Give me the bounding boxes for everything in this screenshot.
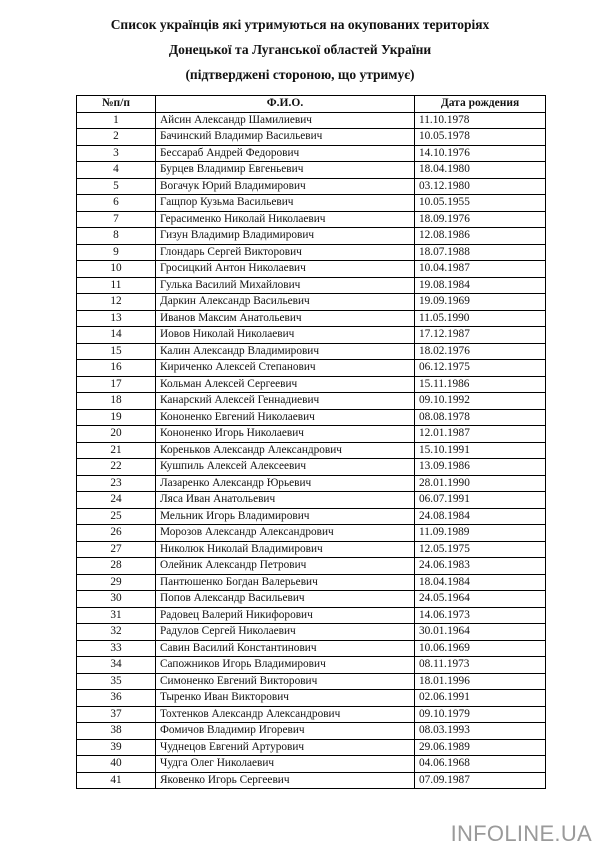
row-number: 17 xyxy=(77,376,156,393)
row-number: 32 xyxy=(77,624,156,641)
header-name: Ф.И.О. xyxy=(156,96,415,113)
row-number: 24 xyxy=(77,492,156,509)
row-birthdate: 10.05.1978 xyxy=(415,129,546,146)
row-number: 40 xyxy=(77,756,156,773)
table-row xyxy=(77,772,546,789)
row-birthdate: 18.04.1980 xyxy=(415,162,546,179)
row-birthdate: 14.06.1973 xyxy=(415,607,546,624)
row-number: 31 xyxy=(77,607,156,624)
row-birthdate: 02.06.1991 xyxy=(415,690,546,707)
table-row xyxy=(77,327,546,344)
row-name: Чуднецов Евгений Артурович xyxy=(156,739,415,756)
row-birthdate: 15.11.1986 xyxy=(415,376,546,393)
row-name: Тыренко Иван Викторович xyxy=(156,690,415,707)
row-name: Радулов Сергей Николаевич xyxy=(156,624,415,641)
table-row xyxy=(77,211,546,228)
detainees-table xyxy=(76,95,546,789)
row-number: 8 xyxy=(77,228,156,245)
table-row xyxy=(77,442,546,459)
row-birthdate: 18.04.1984 xyxy=(415,574,546,591)
row-name: Калин Александр Владимирович xyxy=(156,343,415,360)
table-row xyxy=(77,393,546,410)
row-name: Иванов Максим Анатольевич xyxy=(156,310,415,327)
document-title xyxy=(0,12,600,87)
row-birthdate: 19.09.1969 xyxy=(415,294,546,311)
row-number: 5 xyxy=(77,178,156,195)
row-name: Бессараб Андрей Федорович xyxy=(156,145,415,162)
row-name: Мельник Игорь Владимирович xyxy=(156,508,415,525)
row-number: 12 xyxy=(77,294,156,311)
table-row xyxy=(77,756,546,773)
row-number: 2 xyxy=(77,129,156,146)
row-name: Кириченко Алексей Степанович xyxy=(156,360,415,377)
row-name: Симоненко Евгений Викторович xyxy=(156,673,415,690)
row-number: 19 xyxy=(77,409,156,426)
row-number: 25 xyxy=(77,508,156,525)
table-row xyxy=(77,541,546,558)
row-number: 36 xyxy=(77,690,156,707)
row-number: 16 xyxy=(77,360,156,377)
row-number: 14 xyxy=(77,327,156,344)
row-name: Лазаренко Александр Юрьевич xyxy=(156,475,415,492)
row-name: Фомичов Владимир Игоревич xyxy=(156,723,415,740)
row-number: 15 xyxy=(77,343,156,360)
title-line-1: Список українців які утримуються на окупованих територіях xyxy=(110,17,490,32)
watermark-logo: INFOLINE.UA xyxy=(450,821,592,846)
row-birthdate: 28.01.1990 xyxy=(415,475,546,492)
row-name: Николюк Николай Владимирович xyxy=(156,541,415,558)
row-number: 20 xyxy=(77,426,156,443)
table-row xyxy=(77,178,546,195)
row-name: Попов Александр Васильевич xyxy=(156,591,415,608)
row-number: 28 xyxy=(77,558,156,575)
table-row xyxy=(77,145,546,162)
row-name: Радовец Валерий Никифорович xyxy=(156,607,415,624)
table-row xyxy=(77,294,546,311)
table-row xyxy=(77,657,546,674)
row-name: Сапожников Игорь Владимирович xyxy=(156,657,415,674)
row-birthdate: 08.11.1973 xyxy=(415,657,546,674)
row-birthdate: 07.09.1987 xyxy=(415,772,546,789)
row-number: 27 xyxy=(77,541,156,558)
row-birthdate: 12.08.1986 xyxy=(415,228,546,245)
table-row xyxy=(77,376,546,393)
row-name: Пантюшенко Богдан Валерьевич xyxy=(156,574,415,591)
table-row xyxy=(77,591,546,608)
row-number: 9 xyxy=(77,244,156,261)
header-num: №п/п xyxy=(77,96,156,113)
table-row xyxy=(77,607,546,624)
table-row xyxy=(77,706,546,723)
row-number: 13 xyxy=(77,310,156,327)
row-name: Олейник Александр Петрович xyxy=(156,558,415,575)
row-name: Вогачук Юрий Владимирович xyxy=(156,178,415,195)
header-date: Дата рождения xyxy=(415,96,546,113)
row-name: Чудга Олег Николаевич xyxy=(156,756,415,773)
table-row xyxy=(77,558,546,575)
row-name: Айсин Александр Шамилиевич xyxy=(156,112,415,129)
row-name: Гросицкий Антон Николаевич xyxy=(156,261,415,278)
row-birthdate: 11.09.1989 xyxy=(415,525,546,542)
row-number: 29 xyxy=(77,574,156,591)
row-name: Даркин Александр Васильевич xyxy=(156,294,415,311)
title-line-2: Донецької та Луганської областей України xyxy=(168,42,432,57)
table-row xyxy=(77,525,546,542)
table-row xyxy=(77,112,546,129)
row-name: Ляса Иван Анатольевич xyxy=(156,492,415,509)
row-number: 6 xyxy=(77,195,156,212)
row-birthdate: 11.10.1978 xyxy=(415,112,546,129)
table-row xyxy=(77,261,546,278)
row-number: 10 xyxy=(77,261,156,278)
row-number: 30 xyxy=(77,591,156,608)
row-name: Гащпор Кузьма Васильевич xyxy=(156,195,415,212)
table-row xyxy=(77,310,546,327)
row-number: 23 xyxy=(77,475,156,492)
row-birthdate: 14.10.1976 xyxy=(415,145,546,162)
row-number: 41 xyxy=(77,772,156,789)
row-birthdate: 10.06.1969 xyxy=(415,640,546,657)
row-birthdate: 09.10.1992 xyxy=(415,393,546,410)
table-row xyxy=(77,492,546,509)
row-birthdate: 12.05.1975 xyxy=(415,541,546,558)
row-number: 7 xyxy=(77,211,156,228)
row-number: 3 xyxy=(77,145,156,162)
row-number: 21 xyxy=(77,442,156,459)
table-row xyxy=(77,426,546,443)
table-row xyxy=(77,409,546,426)
row-birthdate: 03.12.1980 xyxy=(415,178,546,195)
row-number: 1 xyxy=(77,112,156,129)
row-birthdate: 17.12.1987 xyxy=(415,327,546,344)
table-row xyxy=(77,195,546,212)
table-row xyxy=(77,508,546,525)
row-birthdate: 18.07.1988 xyxy=(415,244,546,261)
row-birthdate: 24.08.1984 xyxy=(415,508,546,525)
row-number: 26 xyxy=(77,525,156,542)
table-row xyxy=(77,277,546,294)
table-row xyxy=(77,690,546,707)
row-birthdate: 09.10.1979 xyxy=(415,706,546,723)
row-name: Бачинский Владимир Васильевич xyxy=(156,129,415,146)
row-name: Герасименко Николай Николаевич xyxy=(156,211,415,228)
table-row xyxy=(77,574,546,591)
row-birthdate: 10.04.1987 xyxy=(415,261,546,278)
row-number: 11 xyxy=(77,277,156,294)
table-row xyxy=(77,360,546,377)
table-row xyxy=(77,475,546,492)
row-birthdate: 13.09.1986 xyxy=(415,459,546,476)
row-birthdate: 10.05.1955 xyxy=(415,195,546,212)
row-birthdate: 18.01.1996 xyxy=(415,673,546,690)
row-number: 35 xyxy=(77,673,156,690)
row-birthdate: 11.05.1990 xyxy=(415,310,546,327)
row-name: Кольман Алексей Сергеевич xyxy=(156,376,415,393)
row-birthdate: 08.08.1978 xyxy=(415,409,546,426)
row-birthdate: 06.12.1975 xyxy=(415,360,546,377)
row-name: Морозов Александр Александрович xyxy=(156,525,415,542)
row-name: Кореньков Александр Александрович xyxy=(156,442,415,459)
row-name: Бурцев Владимир Евгеньевич xyxy=(156,162,415,179)
table-header-row xyxy=(77,96,546,113)
row-birthdate: 29.06.1989 xyxy=(415,739,546,756)
row-name: Гизун Владимир Владимирович xyxy=(156,228,415,245)
row-birthdate: 15.10.1991 xyxy=(415,442,546,459)
row-name: Кононенко Евгений Николаевич xyxy=(156,409,415,426)
row-number: 18 xyxy=(77,393,156,410)
row-name: Савин Василий Константинович xyxy=(156,640,415,657)
title-line-3: (підтверджені стороною, що утримує) xyxy=(185,67,415,82)
row-birthdate: 12.01.1987 xyxy=(415,426,546,443)
row-number: 34 xyxy=(77,657,156,674)
row-name: Канарский Алексей Геннадиевич xyxy=(156,393,415,410)
table-row xyxy=(77,739,546,756)
row-number: 33 xyxy=(77,640,156,657)
row-number: 22 xyxy=(77,459,156,476)
table-row xyxy=(77,723,546,740)
row-birthdate: 19.08.1984 xyxy=(415,277,546,294)
table-body xyxy=(77,112,546,789)
row-name: Глондарь Сергей Викторович xyxy=(156,244,415,261)
row-number: 4 xyxy=(77,162,156,179)
table-row xyxy=(77,244,546,261)
row-birthdate: 24.06.1983 xyxy=(415,558,546,575)
row-name: Гулька Василий Михайлович xyxy=(156,277,415,294)
row-birthdate: 24.05.1964 xyxy=(415,591,546,608)
table-row xyxy=(77,162,546,179)
row-birthdate: 08.03.1993 xyxy=(415,723,546,740)
table-row xyxy=(77,640,546,657)
row-name: Яковенко Игорь Сергеевич xyxy=(156,772,415,789)
row-name: Иовов Николай Николаевич xyxy=(156,327,415,344)
row-number: 37 xyxy=(77,706,156,723)
row-birthdate: 18.02.1976 xyxy=(415,343,546,360)
row-birthdate: 06.07.1991 xyxy=(415,492,546,509)
table-row xyxy=(77,228,546,245)
table-row xyxy=(77,459,546,476)
row-name: Кононенко Игорь Николаевич xyxy=(156,426,415,443)
row-birthdate: 30.01.1964 xyxy=(415,624,546,641)
row-number: 38 xyxy=(77,723,156,740)
table-row xyxy=(77,129,546,146)
row-name: Тохтенков Александр Александрович xyxy=(156,706,415,723)
table-row xyxy=(77,343,546,360)
row-name: Кушпиль Алексей Алексеевич xyxy=(156,459,415,476)
row-birthdate: 18.09.1976 xyxy=(415,211,546,228)
table-row xyxy=(77,673,546,690)
row-number: 39 xyxy=(77,739,156,756)
row-birthdate: 04.06.1968 xyxy=(415,756,546,773)
table-row xyxy=(77,624,546,641)
